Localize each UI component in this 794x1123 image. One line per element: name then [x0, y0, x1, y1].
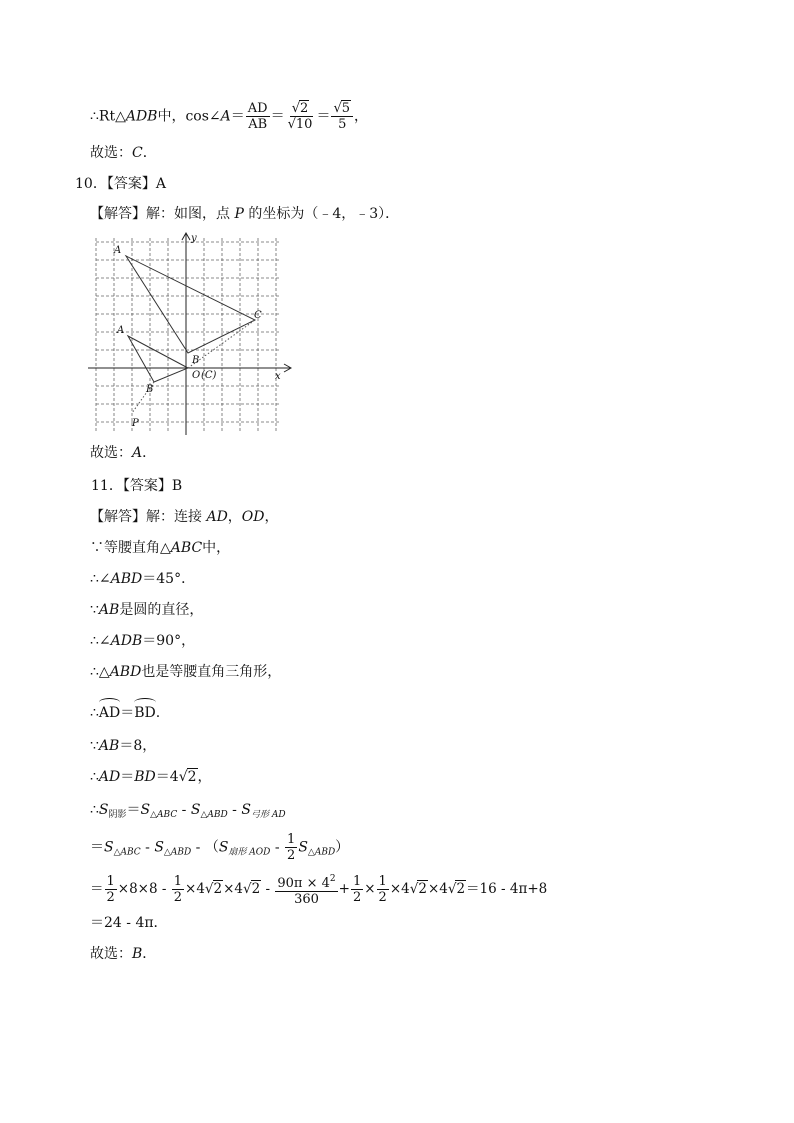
q10-answer: 10．【答案】A	[75, 176, 166, 192]
q11-line-9: ∴AD＝BD＝4√2，	[90, 769, 212, 785]
arc-ad: AD	[99, 701, 120, 722]
q11-line-1: 【解答】解：连接 AD，OD，	[90, 509, 279, 525]
q11-line-13: ＝24 - 4π．	[90, 915, 168, 931]
q11-line-8: ∵AB＝8，	[90, 738, 157, 754]
fraction-sector-area: $\frac{90\pi \times 4^2}{360}$	[277, 874, 336, 907]
label-o: O	[192, 370, 201, 381]
x-axis-label: x	[275, 371, 281, 382]
coordinate-grid-figure	[88, 232, 298, 436]
arc-bd: BD	[134, 701, 156, 722]
triangles	[126, 256, 255, 382]
dotted-translation-lines	[132, 320, 255, 413]
q11-choice: 故选：B．	[90, 946, 157, 962]
label-c: (C)	[201, 370, 217, 381]
label-c1: C	[254, 310, 262, 321]
q11-line-5: ∴∠ADB＝90°，	[90, 633, 196, 649]
q11-line-11: $=S_{\triangle ABC} - S_{\triangle ABD} - (S_{扇形 AOD}$ - $\frac{1}{2}$ $S_{\triangle ABD}$）	[90, 832, 350, 863]
q11-line-6: ∴△ABD也是等腰直角三角形，	[90, 664, 282, 680]
fraction-2: $\frac{1}{2}$	[173, 874, 183, 905]
q10-solution: 【解答】解：如图，点 P 的坐标为（﹣4，﹣3）．	[90, 206, 400, 222]
label-b: B	[146, 384, 154, 395]
q11-line-7: ∴AD＝BD.	[90, 701, 160, 722]
y-axis-label: y	[191, 233, 197, 244]
fraction-sqrt5-5: $\frac{√5}{5}$	[331, 101, 353, 132]
triangle-abc	[128, 336, 188, 382]
fraction-one-half: $\frac{1}{2}$	[287, 832, 296, 863]
fraction-1: $\frac{1}{2}$	[106, 874, 115, 905]
fraction-5: $\frac{1}{2}$	[378, 874, 387, 905]
label-b1: B	[192, 355, 200, 366]
q9-cos-line: ∴Rt△ADB中，cos∠A＝ $\frac{AD}{AB}$ ＝ $\frac{√2}{√10}$ ＝ $\frac{√5}{5}$ ，	[90, 101, 369, 132]
q11-line-2: ∵等腰直角△ABC中，	[90, 540, 231, 556]
label-a1: A	[114, 245, 122, 256]
q11-line-3: ∴∠ABD＝45°．	[90, 571, 196, 587]
q10-choice: 故选：A．	[90, 445, 157, 461]
fraction-sqrt2-sqrt10: $\frac{√2}{√10}$	[287, 101, 313, 132]
label-a: A	[117, 325, 125, 336]
q11-line-10: $\therefore S_{阴影}=S_{\triangle ABC} - S_{\triangle ABD} - S_{弓形 AD}$	[90, 802, 286, 820]
q11-answer: 11．【答案】B	[91, 478, 183, 494]
q11-line-12: ＝ $\frac{1}{2}$ ×8×8 - $\frac{1}{2}$ ×4√2×4√2 - $\frac{90\pi \times 4^2}{360}$ + $\frac{1}{2}$ × $\frac{1}{2}$ ×4√2×4√2＝16 - 4π+8	[90, 874, 548, 907]
triangle-a1-b1-c1	[126, 256, 255, 353]
q11-line-4: ∵AB是圆的直径，	[90, 602, 204, 618]
label-p: P	[132, 418, 139, 429]
fraction-4: $\frac{1}{2}$	[352, 874, 362, 905]
q9-choice: 故选：C．	[90, 145, 157, 161]
fraction-ad-ab: $\frac{AD}{AB}$	[247, 101, 268, 132]
